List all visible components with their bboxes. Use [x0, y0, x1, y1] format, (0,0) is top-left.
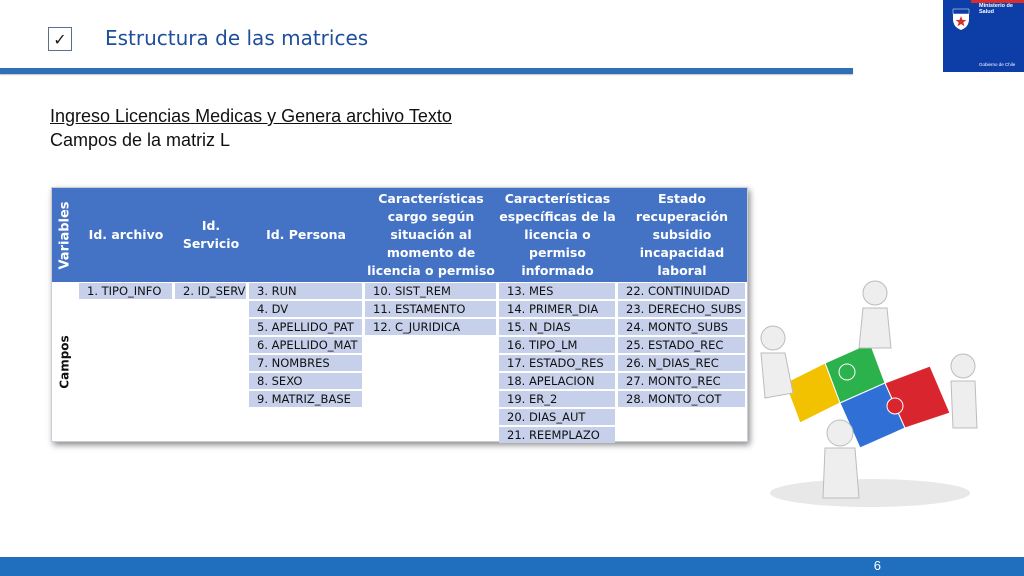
puzzle-pieces	[785, 343, 950, 448]
table-cell: 4. DV	[249, 301, 362, 317]
coat-of-arms-icon	[948, 5, 974, 31]
table-cell: 14. PRIMER_DIA	[499, 301, 615, 317]
table-cell: 27. MONTO_REC	[618, 373, 745, 389]
table-cell: 13. MES	[499, 283, 615, 299]
teamwork-puzzle-illustration	[755, 268, 985, 513]
table-cell: 2. ID_SERV	[175, 283, 246, 299]
table-cell: 17. ESTADO_RES	[499, 355, 615, 371]
section-subtitle: Campos de la matriz L	[50, 130, 231, 150]
campos-label: Campos	[58, 334, 73, 389]
checkbox-icon: ✓	[48, 27, 72, 51]
table-cell: 16. TIPO_LM	[499, 337, 615, 353]
variables-label: Variables	[57, 200, 73, 270]
title-divider	[0, 68, 853, 74]
table-cell: 15. N_DIAS	[499, 319, 615, 335]
table-cell: 8. SEXO	[249, 373, 362, 389]
section-subtitle-link[interactable]: Ingreso Licencias Medicas y Genera archivo Texto	[50, 106, 452, 126]
column-header-6: Estado recuperación subsidio incapacidad laboral	[635, 191, 729, 278]
table-cell: 9. MATRIZ_BASE	[249, 391, 362, 407]
logo-line-2: Salud	[979, 9, 994, 15]
table-cell: 21. REEMPLAZO	[499, 427, 615, 443]
variables-row-label	[52, 188, 78, 282]
table-cell: 11. ESTAMENTO	[365, 301, 496, 317]
column-header-3: Id. Persona	[266, 227, 346, 242]
campos-row-label	[52, 282, 78, 441]
table-cell: 22. CONTINUIDAD	[618, 283, 745, 299]
column-header-1: Id. archivo	[88, 227, 164, 242]
table-cell: 28. MONTO_COT	[618, 391, 745, 407]
page-number: 6	[873, 558, 881, 573]
slide-title: Estructura de las matrices	[105, 26, 369, 50]
table-cell: 18. APELACION	[499, 373, 615, 389]
column-header-4: Características cargo según situación al momento de licencia o permiso	[367, 191, 495, 278]
footer-bar	[0, 557, 1024, 576]
ministry-logo	[943, 0, 1024, 72]
table-cell: 19. ER_2	[499, 391, 615, 407]
table-cell: 26. N_DIAS_REC	[618, 355, 745, 371]
table-cell: 24. MONTO_SUBS	[618, 319, 745, 335]
logo-line-1: Ministerio de	[979, 3, 1013, 9]
table-cell: 5. APELLIDO_PAT	[249, 319, 362, 335]
table-cell: 3. RUN	[249, 283, 362, 299]
table-cell: 20. DIAS_AUT	[499, 409, 615, 425]
table-cell: 25. ESTADO_REC	[618, 337, 745, 353]
logo-stripe-blue	[943, 0, 971, 4]
table-cell: 10. SIST_REM	[365, 283, 496, 299]
column-header-2: Id. Servicio	[182, 218, 240, 251]
table-cell: 12. C_JURIDICA	[365, 319, 496, 335]
table-cell: 1. TIPO_INFO	[79, 283, 172, 299]
table-cell: 6. APELLIDO_MAT	[249, 337, 362, 353]
logo-government: Gobierno de Chile	[979, 62, 1016, 67]
column-header-5: Características específicas de la licencia o permiso informado	[499, 191, 616, 278]
logo-ministry-name	[979, 3, 1013, 15]
table-cell: 23. DERECHO_SUBS	[618, 301, 745, 317]
matrix-table	[51, 187, 748, 442]
table-cell: 7. NOMBRES	[249, 355, 362, 371]
